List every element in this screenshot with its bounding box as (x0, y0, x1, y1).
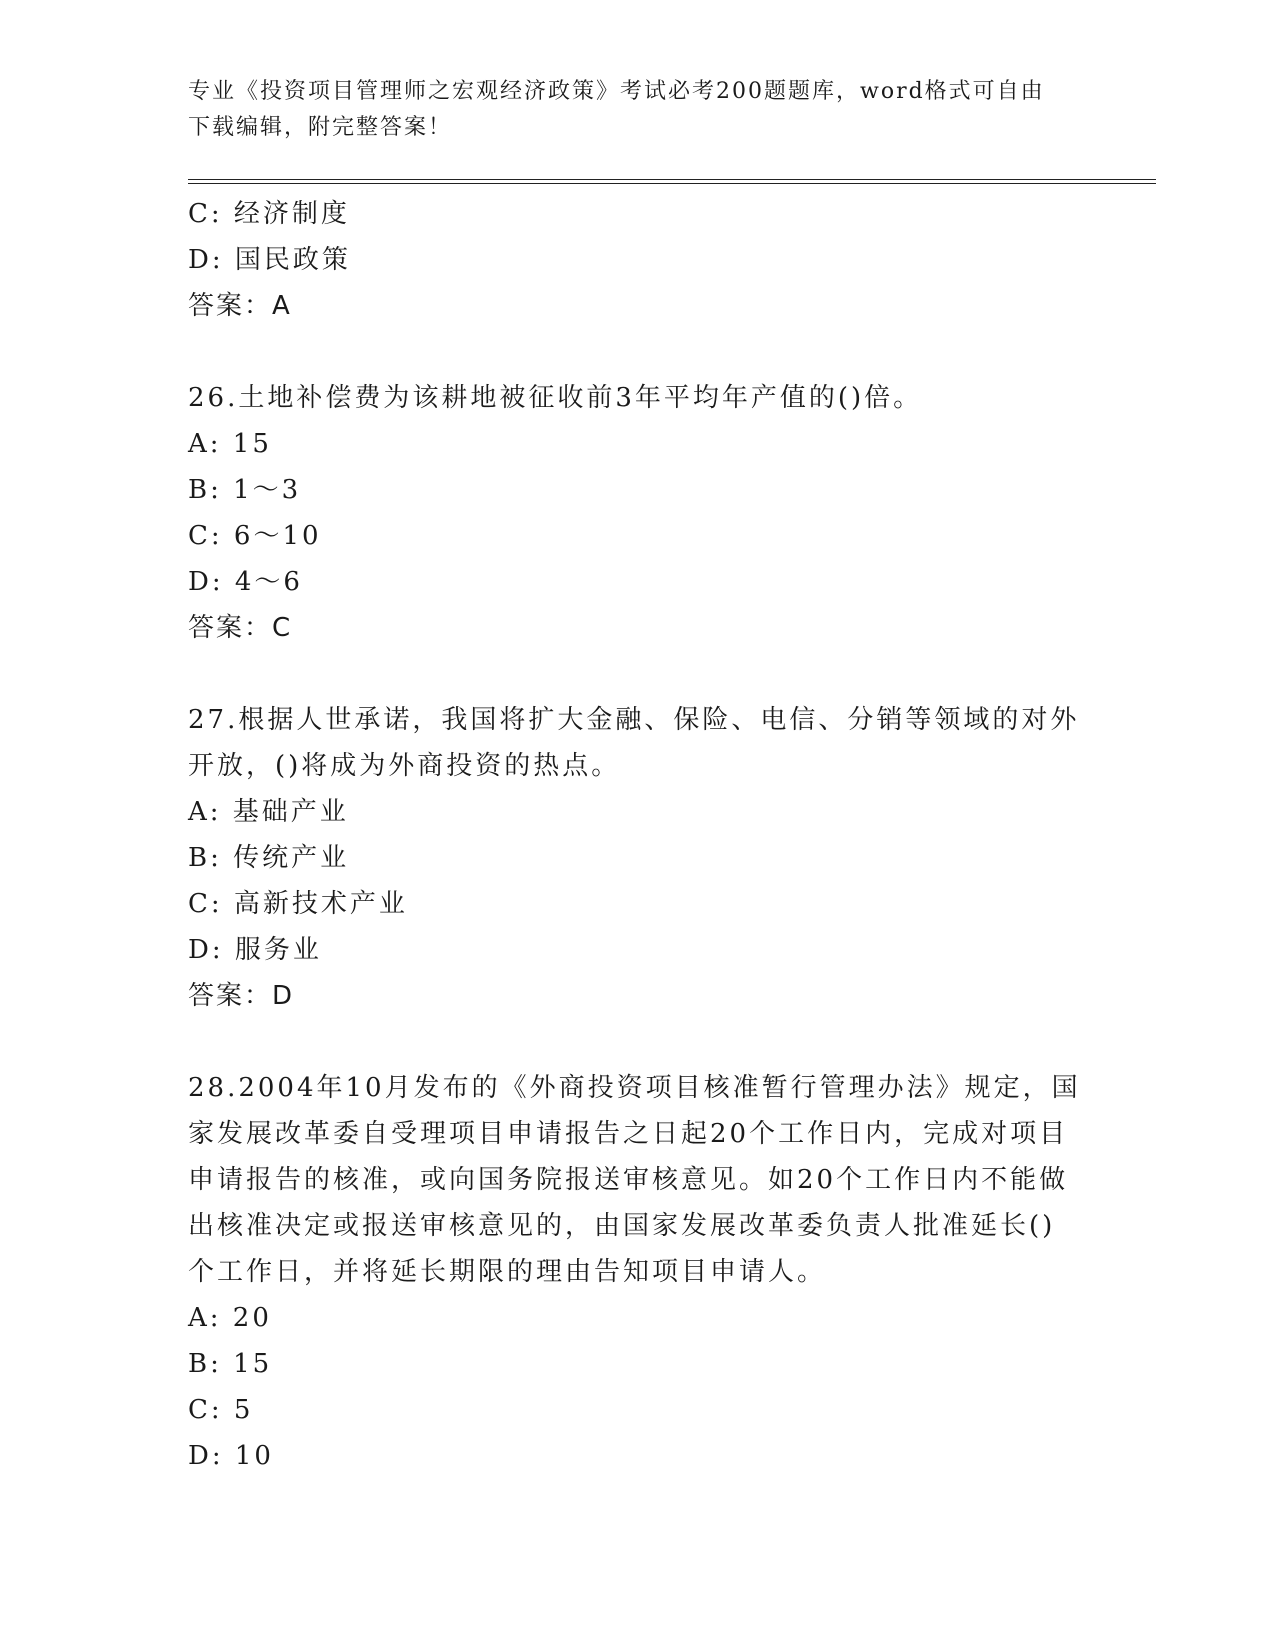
option-d: D: 10 (188, 1441, 274, 1471)
option-a: A: 基础产业 (188, 797, 349, 827)
option-b: B: 15 (188, 1349, 273, 1379)
option-b: B: 传统产业 (188, 843, 350, 873)
question-list (188, 191, 1088, 1479)
question-text: 26.土地补偿费为该耕地被征收前3年平均年产值的()倍。 (188, 383, 923, 413)
option-a: A: 15 (188, 429, 272, 459)
answer: 答案：A (188, 291, 292, 321)
question-25 (188, 191, 1088, 329)
question-text-line-1: 27.根据人世承诺，我国将扩大金融、保险、电信、分销等领域的对外 (188, 705, 1080, 735)
header-divider-bottom (188, 183, 1156, 184)
question-26 (188, 375, 1088, 651)
spacer (188, 1019, 1088, 1065)
answer: 答案：C (188, 613, 293, 643)
option-d: D: 服务业 (188, 935, 322, 965)
option-d: D: 4～6 (188, 567, 303, 597)
option-c: C: 6～10 (188, 521, 322, 551)
header-line-2: 下载编辑，附完整答案！ (188, 115, 453, 140)
question-text-line-1: 28.2004年10月发布的《外商投资项目核准暂行管理办法》规定，国 (188, 1073, 1081, 1103)
question-27 (188, 697, 1088, 1019)
spacer (188, 329, 1088, 375)
question-text-line-3: 申请报告的核准，或向国务院报送审核意见。如20个工作日内不能做 (188, 1165, 1069, 1195)
option-c: C: 经济制度 (188, 199, 350, 229)
question-text-line-4: 出核准决定或报送审核意见的，由国家发展改革委负责人批准延长() (188, 1211, 1056, 1241)
option-c: C: 5 (188, 1395, 254, 1425)
option-d: D: 国民政策 (188, 245, 351, 275)
question-28 (188, 1065, 1088, 1479)
header-divider-top (188, 179, 1156, 180)
question-text-line-2: 开放，()将成为外商投资的热点。 (188, 751, 621, 781)
question-text-line-2: 家发展改革委自受理项目申请报告之日起20个工作日内，完成对项目 (188, 1119, 1069, 1149)
document-header (188, 74, 1088, 146)
option-c: C: 高新技术产业 (188, 889, 408, 919)
option-a: A: 20 (188, 1303, 272, 1333)
header-line-1: 专业《投资项目管理师之宏观经济政策》考试必考200题题库，word格式可自由 (188, 79, 1045, 104)
answer: 答案：D (188, 981, 295, 1011)
question-text-line-5: 个工作日，并将延长期限的理由告知项目申请人。 (188, 1257, 827, 1287)
option-b: B: 1～3 (188, 475, 302, 505)
spacer (188, 651, 1088, 697)
